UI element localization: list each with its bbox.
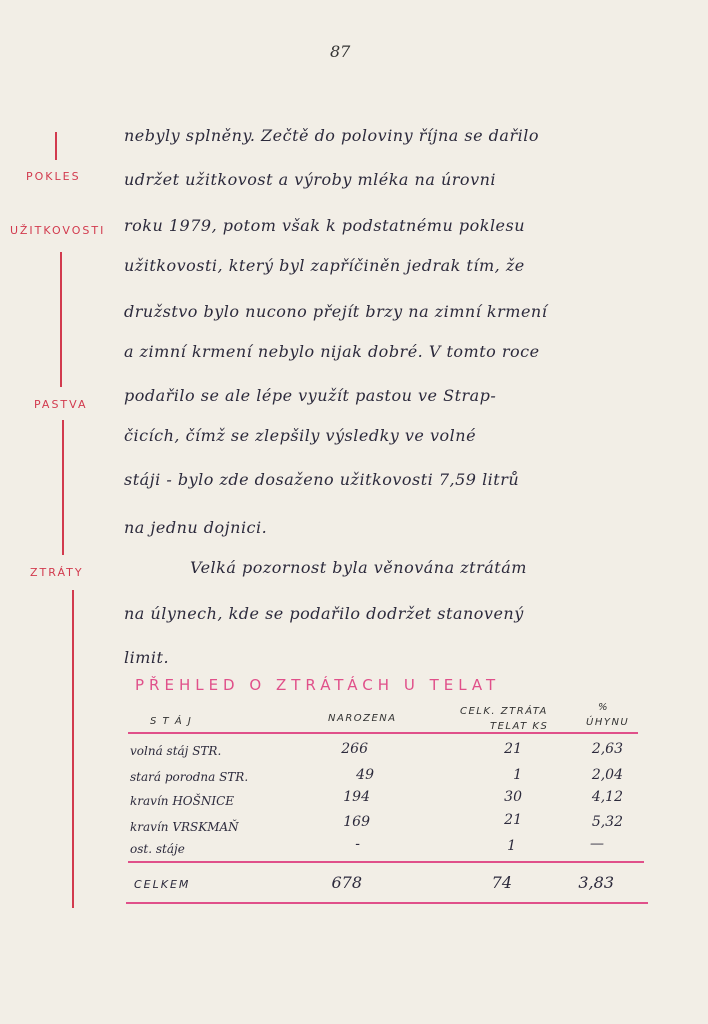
margin-label-uzitkovosti: UŽITKOVOSTI (10, 224, 106, 237)
text-line: limit. (124, 648, 170, 667)
header-narozena: NAROZENA (328, 713, 397, 724)
cell-narozena: 194 (343, 789, 370, 805)
cell-ztrata: 30 (504, 789, 522, 805)
cell-ztrata: 1 (513, 767, 522, 783)
text-line: udržet užitkovost a výroby mléka na úrovni (124, 170, 497, 189)
text-line: družstvo bylo nucono přejít brzy na zimní krmení (124, 302, 548, 321)
text-line: na úlynech, kde se podařilo dodržet stanovený (124, 604, 524, 623)
cell-pct: 4,12 (591, 789, 623, 805)
margin-line-mid2 (62, 420, 64, 555)
table-total-rule (128, 861, 644, 863)
margin-label-pokles: POKLES (26, 170, 81, 183)
cell-pct: 2,04 (591, 767, 623, 783)
header-celk-ztrata: CELK. ZTRÁTA (460, 706, 548, 717)
cell-narozena: 266 (341, 741, 368, 757)
cell-staj: stará porodna STR. (130, 770, 249, 784)
text-line: stáji - bylo zde dosaženo užitkovosti 7,59 litrů (124, 470, 520, 489)
total-narozena: 678 (331, 873, 362, 892)
cell-pct: — (590, 836, 604, 852)
header-telat-ks: TELAT KS (490, 721, 549, 732)
text-line: Velká pozornost byla věnována ztrátám (190, 558, 527, 577)
text-line: roku 1979, potom však k podstatnému poklesu (124, 216, 526, 235)
margin-line-bottom (72, 590, 74, 908)
page-number: 87 (330, 42, 351, 61)
cell-staj: kravín VRSKMAŇ (130, 820, 239, 834)
cell-staj: volná stáj STR. (130, 744, 222, 758)
cell-ztrata: 1 (507, 838, 516, 854)
cell-narozena: - (355, 836, 360, 852)
margin-label-ztraty: ZTRÁTY (30, 566, 84, 579)
text-line: na jednu dojnici. (124, 518, 268, 537)
table-bottom-rule (126, 902, 648, 904)
text-line: a zimní krmení nebylo nijak dobré. V tomto roce (124, 342, 540, 361)
total-ztrata: 74 (491, 873, 512, 892)
cell-ztrata: 21 (504, 741, 522, 757)
text-line: podařilo se ale lépe využít pastou ve Strap- (124, 386, 497, 405)
margin-line-top (55, 132, 57, 160)
cell-narozena: 169 (343, 814, 370, 830)
cell-staj: kravín HOŠNICE (130, 794, 235, 808)
margin-line-mid1 (60, 252, 62, 387)
cell-narozena: 49 (356, 767, 374, 783)
table-title: PŘEHLED O ZTRÁTÁCH U TELAT (135, 676, 501, 694)
text-line: užitkovosti, který byl zapříčiněn jedrak tím, že (124, 256, 525, 275)
cell-pct: 2,63 (591, 741, 623, 757)
total-pct: 3,83 (578, 873, 614, 892)
header-uhynu: ÚHYNU (586, 717, 630, 728)
total-label: CELKEM (134, 878, 191, 891)
table-header-rule (128, 732, 638, 734)
cell-staj: ost. stáje (130, 842, 185, 856)
text-line: čicích, čímž se zlepšily výsledky ve volné (124, 426, 477, 445)
cell-ztrata: 21 (504, 812, 522, 828)
header-pct: % (598, 702, 610, 713)
cell-pct: 5,32 (591, 814, 623, 830)
margin-label-pastva: PASTVA (34, 398, 88, 411)
text-line: nebyly splněny. Zečtě do poloviny října se dařilo (124, 126, 539, 145)
header-staj: S T Á J (150, 716, 193, 727)
